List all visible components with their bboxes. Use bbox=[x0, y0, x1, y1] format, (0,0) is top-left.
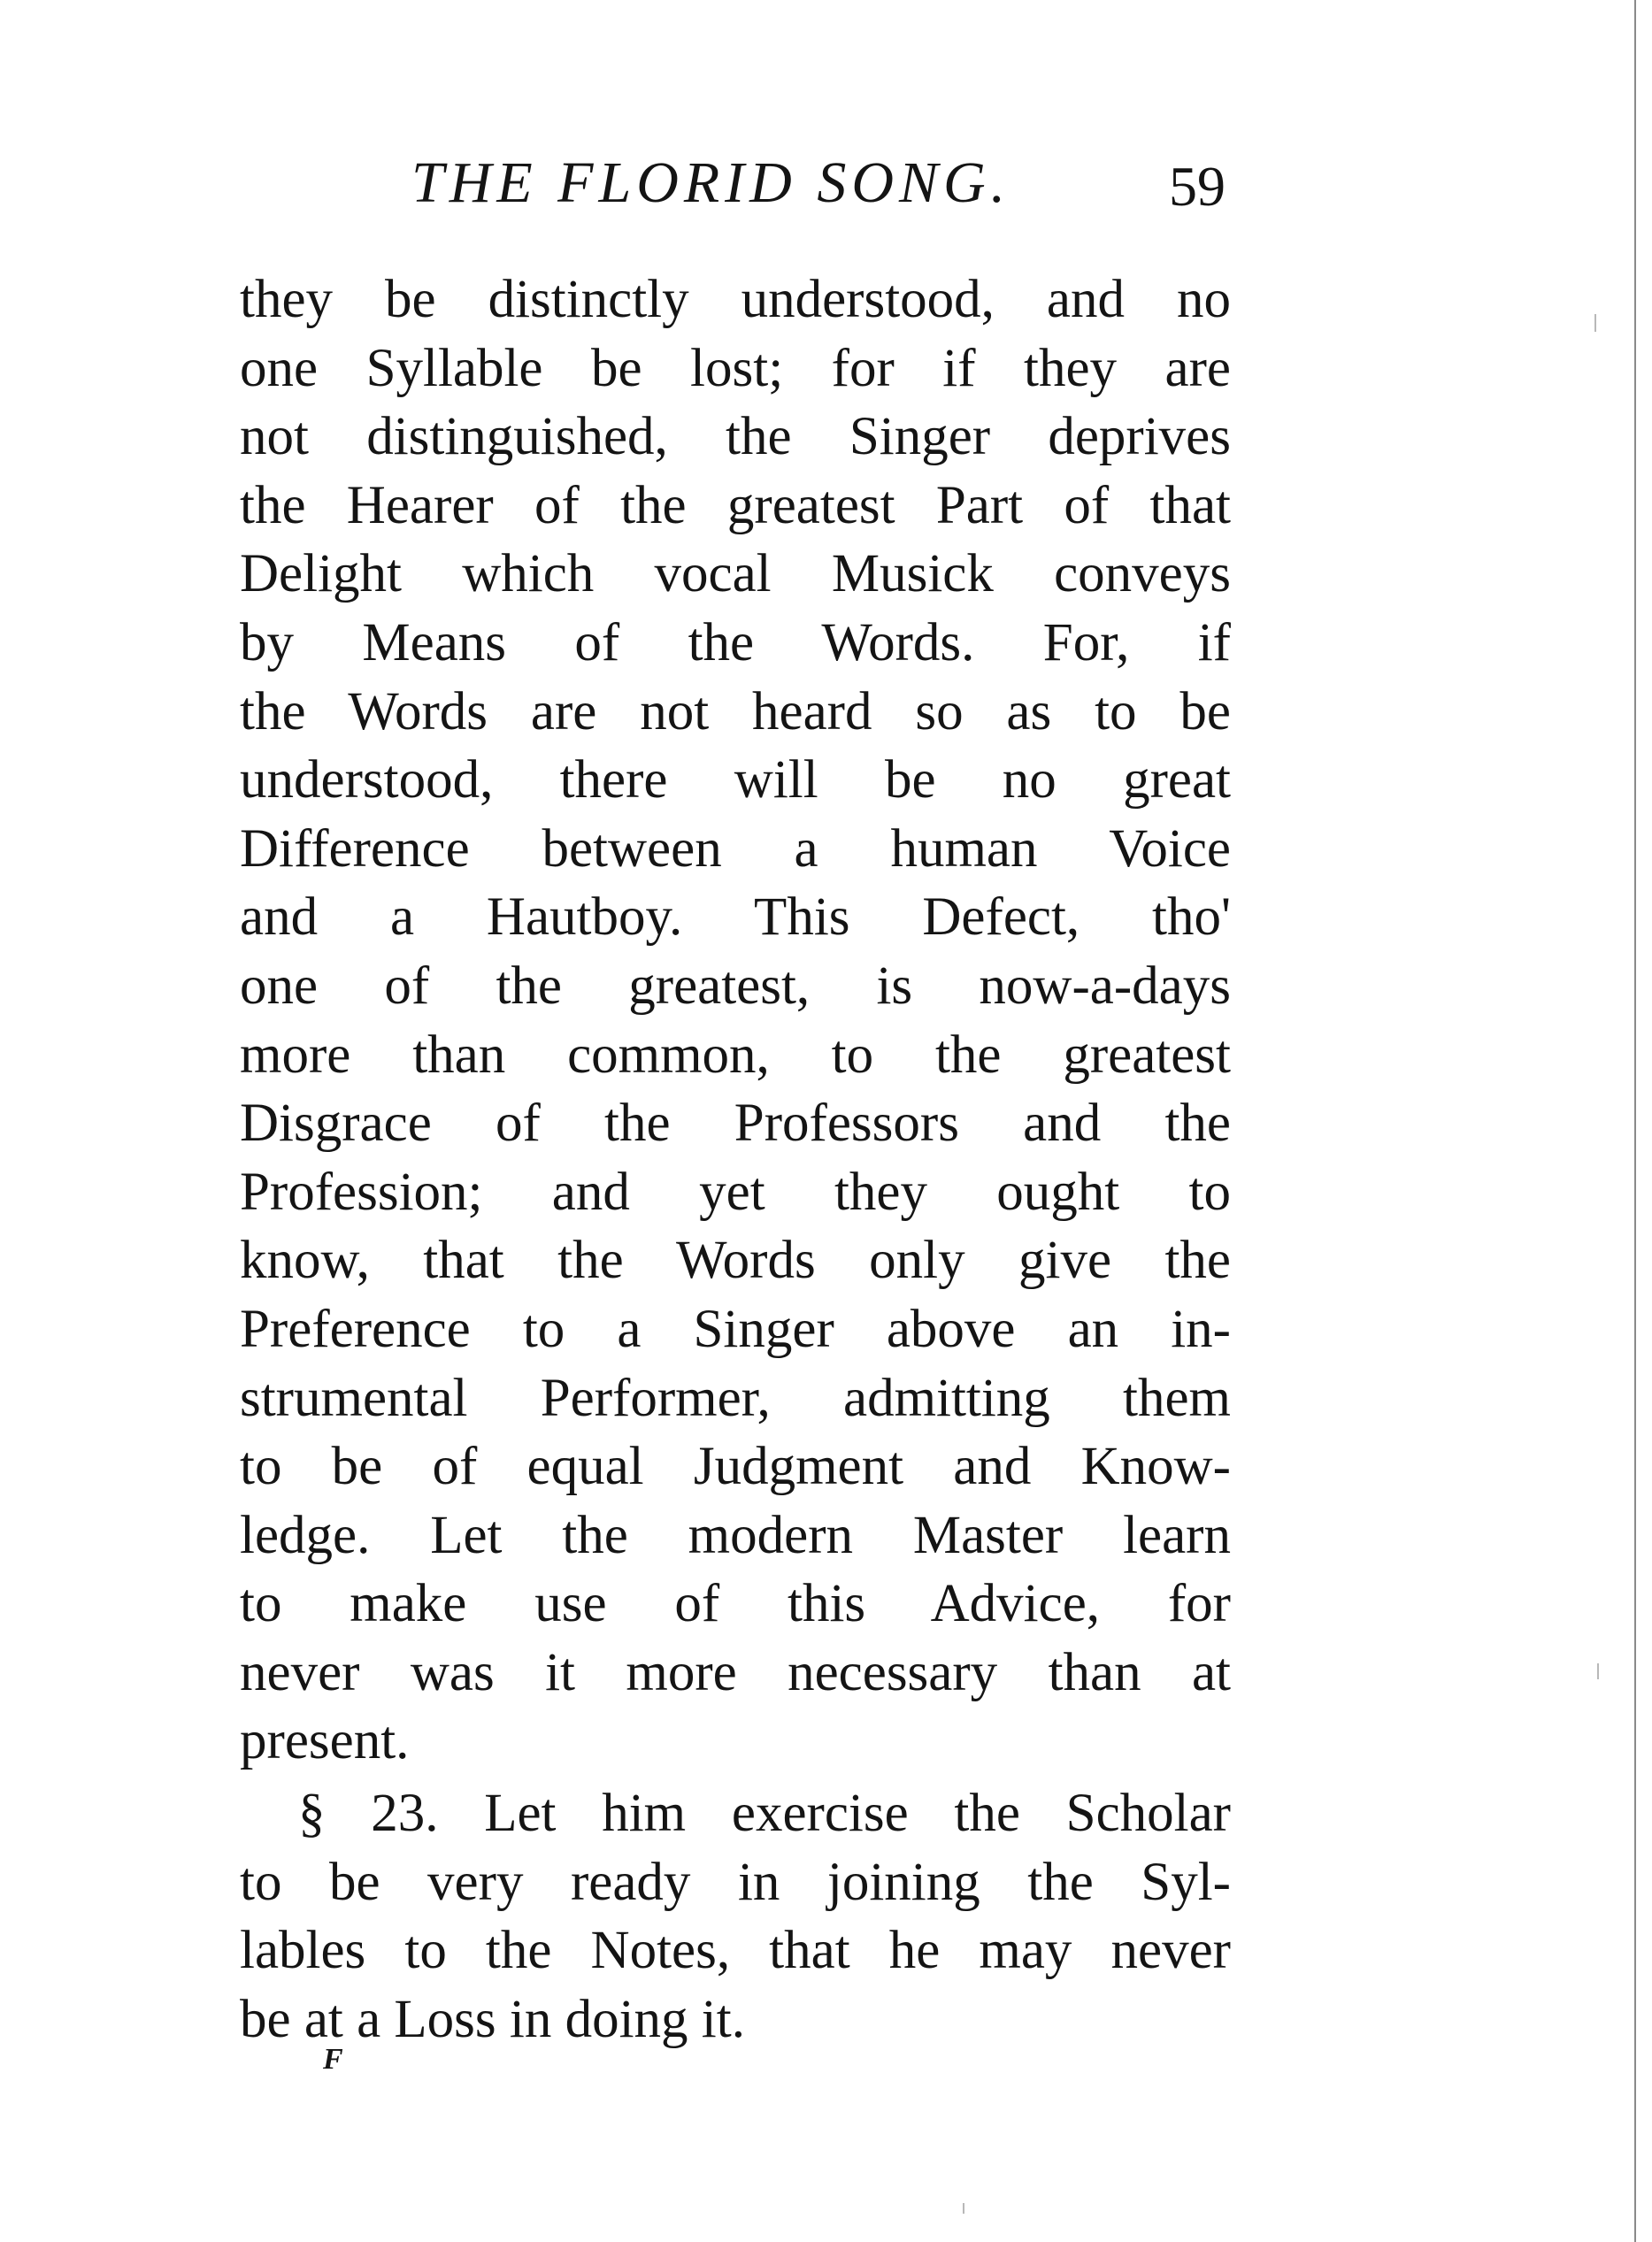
text-line: know, that the Words only give the bbox=[240, 1231, 1231, 1291]
text-line: Difference between a human Voice bbox=[240, 818, 1231, 879]
text-line: never was it more necessary than at bbox=[240, 1642, 1231, 1702]
text-line: Profession; and yet they ought to bbox=[240, 1162, 1231, 1222]
page-edge-line bbox=[1634, 0, 1636, 2242]
text-line: by Means of the Words. For, if bbox=[240, 612, 1231, 672]
text-line: Preference to a Singer above an in- bbox=[240, 1299, 1231, 1359]
text-line: they be distinctly understood, and no bbox=[240, 270, 1231, 329]
text-line: one of the greatest, is now-a-days bbox=[240, 956, 1231, 1016]
text-line: lables to the Notes, that he may never bbox=[240, 1921, 1231, 1981]
text-line: ledge. Let the modern Master learn bbox=[240, 1505, 1231, 1565]
text-line: the Hearer of the greatest Part of that bbox=[240, 475, 1231, 535]
text-line: the Words are not heard so as to be bbox=[240, 681, 1231, 741]
text-line: one Syllable be lost; for if they are bbox=[240, 338, 1231, 398]
scan-speck bbox=[963, 2203, 964, 2214]
text-line: Delight which vocal Musick conveys bbox=[240, 544, 1231, 604]
scan-speck bbox=[1594, 314, 1596, 332]
running-title: THE FLORID SONG. bbox=[411, 150, 1011, 215]
scan-speck bbox=[1597, 1663, 1599, 1679]
body-text bbox=[240, 265, 1231, 2054]
text-line: present. bbox=[240, 1711, 410, 1771]
page-header bbox=[411, 143, 1226, 223]
text-line: strumental Performer, admitting them bbox=[240, 1368, 1231, 1428]
text-line: to be very ready in joining the Syl- bbox=[240, 1852, 1231, 1912]
text-line: to be of equal Judgment and Know- bbox=[240, 1437, 1231, 1497]
text-line: understood, there will be no great bbox=[240, 750, 1231, 810]
text-line: not distinguished, the Singer deprives bbox=[240, 407, 1231, 467]
page-number: 59 bbox=[1169, 155, 1226, 218]
text-line: more than common, to the greatest bbox=[240, 1025, 1231, 1085]
text-line: Disgrace of the Professors and the bbox=[240, 1094, 1231, 1154]
text-line: be at a Loss in doing it. bbox=[240, 1989, 745, 2049]
text-line: to make use of this Advice, for bbox=[240, 1574, 1231, 1634]
section-line: § 23. Let him exercise the Scholar bbox=[298, 1784, 1231, 1844]
signature-mark: F bbox=[323, 2043, 343, 2076]
text-line: and a Hautboy. This Defect, tho' bbox=[240, 887, 1231, 948]
